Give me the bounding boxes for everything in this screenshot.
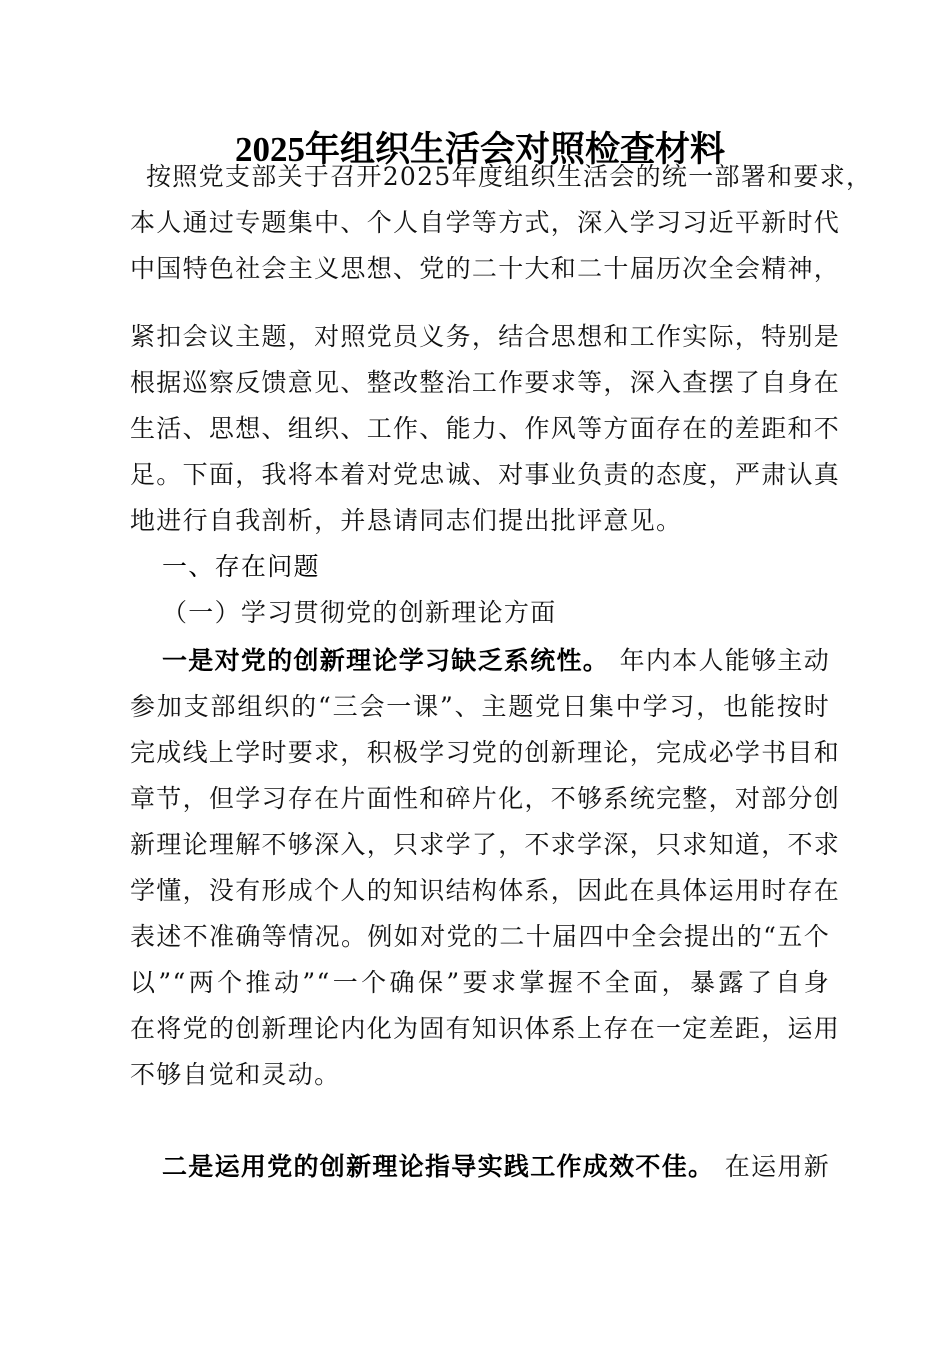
point-1-line: 表述不准确等情况。例如对党的二十届四中全会提出的“五个 <box>130 922 830 951</box>
document-title: 2025年组织生活会对照检查材料 <box>234 130 725 169</box>
point-1-line: 在将党的创新理论内化为固有知识体系上存在一定差距，运用 <box>130 1014 841 1043</box>
point-1-line: 完成线上学时要求，积极学习党的创新理论，完成必学书目和 <box>130 738 841 767</box>
section-heading: 一、存在问题 <box>162 552 320 581</box>
point-1-line: 章节，但学习存在片面性和碎片化，不够系统完整，对部分创 <box>130 784 841 813</box>
point-1-line: 新理论理解不够深入，只求学了，不求学深，只求知道，不求 <box>130 830 841 859</box>
intro-line: 足。下面，我将本着对党忠诚、对事业负责的态度，严肃认真 <box>130 460 841 489</box>
point-1-lead: 一是对党的创新理论学习缺乏系统性。 <box>162 646 610 675</box>
point-2-rest: 在运用新 <box>724 1152 830 1181</box>
intro-line: 根据巡察反馈意见、整改整治工作要求等，深入查摆了自身在 <box>130 368 841 397</box>
point-2-lead: 二是运用党的创新理论指导实践工作成效不佳。 <box>162 1152 715 1181</box>
intro-line: 本人通过专题集中、个人自学等方式，深入学习习近平新时代 <box>130 208 841 237</box>
intro-line: 紧扣会议主题，对照党员义务，结合思想和工作实际，特别是 <box>130 322 841 351</box>
intro-line: 地进行自我剖析，并恳请同志们提出批评意见。 <box>130 506 683 535</box>
point-2-first-line <box>162 1152 830 1182</box>
point-1-line: 以”“两个推动”“一个确保”要求掌握不全面，暴露了自身 <box>130 968 830 997</box>
point-1-rest: 年内本人能够主动 <box>619 646 830 675</box>
intro-line: 按照党支部关于召开2025年度组织生活会的统一部署和要求， <box>146 162 873 191</box>
point-1-first-line <box>162 646 830 676</box>
point-1-line: 不够自觉和灵动。 <box>130 1060 341 1089</box>
intro-line: 生活、思想、组织、工作、能力、作风等方面存在的差距和不 <box>130 414 841 443</box>
point-1-line: 学懂，没有形成个人的知识结构体系，因此在具体运用时存在 <box>130 876 841 905</box>
point-1-line: 参加支部组织的“三会一课”、主题党日集中学习，也能按时 <box>130 692 830 721</box>
intro-line: 中国特色社会主义思想、党的二十大和二十届历次全会精神， <box>130 254 841 283</box>
subsection-heading: （一）学习贯彻党的创新理论方面 <box>162 598 557 627</box>
